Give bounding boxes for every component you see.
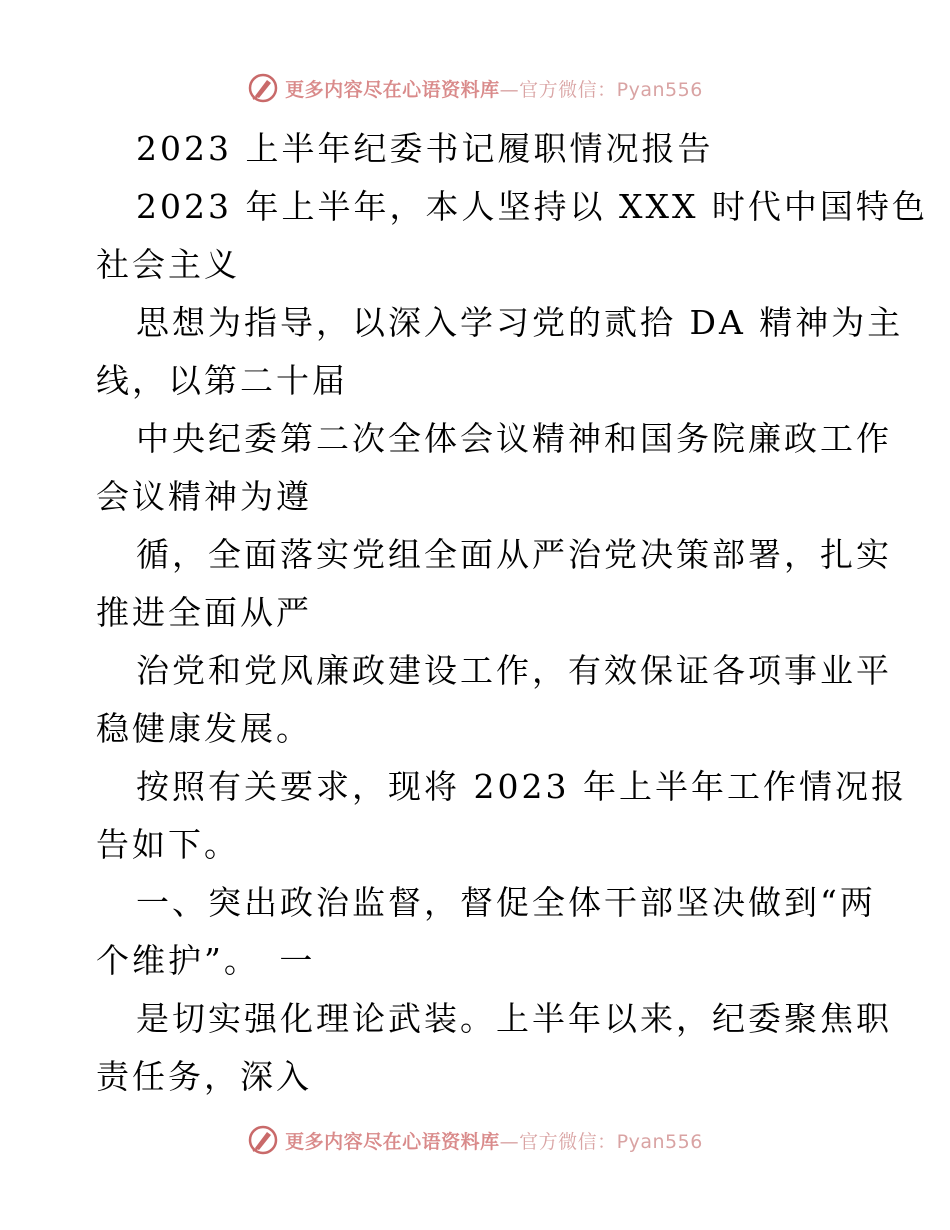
watermark-contact: 官方微信：Pyan556 — [519, 1130, 703, 1153]
paragraph-line: 是切实强化理论武装。上半年以来，纪委聚焦职 — [136, 999, 892, 1038]
quill-pen-logo-icon — [247, 1124, 279, 1156]
paragraph-line: 按照有关要求，现将 2023 年上半年工作情况报 — [136, 767, 907, 806]
watermark-brand: 更多内容尽在心语资料库 — [285, 1130, 500, 1153]
paragraph-line: 中央纪委第二次全体会议精神和国务院廉政工作 — [136, 419, 892, 458]
paragraph-line: 告如下。 — [96, 825, 240, 864]
paragraph-line: 循，全面落实党组全面从严治党决策部署，扎实 — [136, 535, 892, 574]
paragraph-line: 稳健康发展。 — [96, 709, 312, 748]
paragraph-line: 推进全面从严 — [96, 593, 312, 632]
paragraph-line: 个维护”。 一 — [96, 941, 316, 980]
footer-watermark — [0, 1120, 950, 1160]
watermark-separator: — — [499, 78, 520, 101]
paragraph-line: 2023 年上半年，本人坚持以 XXX 时代中国特色 — [136, 187, 928, 226]
header-watermark — [0, 68, 950, 108]
watermark-brand: 更多内容尽在心语资料库 — [285, 78, 500, 101]
paragraph-line: 一、突出政治监督，督促全体干部坚决做到“两 — [136, 883, 876, 922]
watermark-contact: 官方微信：Pyan556 — [519, 78, 703, 101]
watermark-separator: — — [499, 1130, 520, 1153]
paragraph-line: 会议精神为遵 — [96, 477, 312, 516]
watermark-text — [285, 1127, 703, 1154]
paragraph-line: 治党和党风廉政建设工作，有效保证各项事业平 — [136, 651, 892, 690]
watermark-text — [285, 75, 703, 102]
paragraph-line: 社会主义 — [96, 245, 240, 284]
document-body — [96, 120, 928, 1106]
document-title: 2023 上半年纪委书记履职情况报告 — [136, 129, 714, 168]
quill-pen-logo-icon — [247, 72, 279, 104]
paragraph-line: 线，以第二十届 — [96, 361, 348, 400]
paragraph-line: 责任务，深入 — [96, 1057, 312, 1096]
paragraph-line: 思想为指导，以深入学习党的贰拾 DA 精神为主 — [136, 303, 904, 342]
